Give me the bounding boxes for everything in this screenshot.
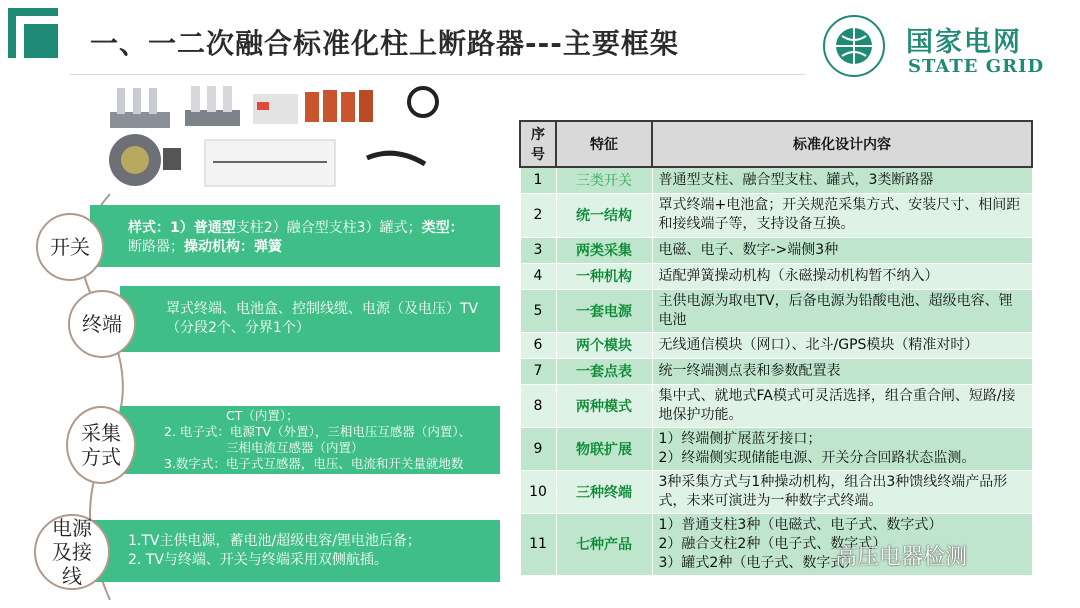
switch-style-label: 样式：1）普通型 — [128, 220, 236, 236]
table-row — [520, 384, 1032, 427]
section-switch-label: 开关 — [36, 213, 104, 281]
row-description: 3种采集方式与1种操动机构，组合出3种馈线终端产品形式，未来可演进为一种数字式终端。 — [652, 470, 1032, 513]
row-feature: 两种模式 — [556, 384, 652, 427]
table-row — [520, 470, 1032, 513]
row-description: 适配弹簧操动机构（永磁操动机构暂不纳入） — [652, 263, 1032, 289]
table-row — [520, 289, 1032, 332]
table-header-row — [520, 121, 1032, 167]
header-no: 序号 — [520, 121, 556, 167]
row-number: 9 — [520, 427, 556, 470]
table-row — [520, 167, 1032, 193]
row-number: 10 — [520, 470, 556, 513]
section-power-bar — [90, 520, 500, 582]
table-row — [520, 358, 1032, 384]
table-row — [520, 237, 1032, 263]
brand-name-en: STATE GRID — [908, 56, 1045, 77]
switch-mechanism: 操动机构：弹簧 — [184, 239, 282, 255]
header-feature: 特征 — [556, 121, 652, 167]
row-feature: 一种机构 — [556, 263, 652, 289]
row-feature: 一套电源 — [556, 289, 652, 332]
row-description: 无线通信模块（网口）、北斗/GPS模块（精准对时） — [652, 332, 1032, 358]
switch-type-value: 断路器； — [128, 239, 184, 255]
row-description: 罩式终端+电池盒；开关规范采集方式、安装尺寸、相间距和接线端子等，支持设备互换。 — [652, 193, 1032, 237]
row-number: 4 — [520, 263, 556, 289]
switch-style-value: 支柱2）融合型支柱3）罐式； — [235, 220, 422, 236]
row-number: 2 — [520, 193, 556, 237]
section-acquisition-label: 采集方式 — [66, 406, 136, 484]
section-power-label: 电源及接线 — [34, 514, 110, 590]
acq-line-1: CT（内置）； — [226, 408, 299, 423]
corner-logo-icon — [6, 6, 60, 60]
watermark: 高压电器检测 — [835, 545, 968, 570]
row-description: 电磁、电子、数字->端侧3种 — [652, 237, 1032, 263]
row-number: 6 — [520, 332, 556, 358]
acq-line-3: 三相电流互感器（内置） — [226, 440, 364, 455]
row-feature: 两个模块 — [556, 332, 652, 358]
row-feature: 一套点表 — [556, 358, 652, 384]
terminal-text: 罩式终端、电池盒、控制线缆、电源（及电压）TV（分段2个、分界1个） — [166, 301, 479, 336]
power-line-2: 2. TV与终端、开关与终端采用双侧航插。 — [128, 552, 388, 568]
row-number: 1 — [520, 167, 556, 193]
acq-line-2: 2. 电子式：电源TV（外置），三相电压互感器（内置）、 — [164, 424, 472, 439]
row-feature: 物联扩展 — [556, 427, 652, 470]
title-divider — [70, 74, 805, 75]
product-photos — [105, 82, 455, 192]
row-feature: 三种终端 — [556, 470, 652, 513]
state-grid-emblem-icon — [822, 14, 886, 78]
header-content: 标准化设计内容 — [652, 121, 1032, 167]
table-row — [520, 332, 1032, 358]
row-number: 11 — [520, 513, 556, 575]
row-description: 1）终端侧扩展蓝牙接口； 2）终端侧实现储能电源、开关分合回路状态监测。 — [652, 427, 1032, 470]
row-description: 普通型支柱、融合型支柱、罐式，3类断路器 — [652, 167, 1032, 193]
row-feature: 三类开关 — [556, 167, 652, 193]
row-feature: 两类采集 — [556, 237, 652, 263]
row-number: 8 — [520, 384, 556, 427]
feature-table — [519, 120, 1033, 576]
power-line-1: 1.TV主供电源，蓄电池/超级电容/锂电池后备； — [128, 533, 421, 549]
section-terminal-bar — [120, 286, 500, 352]
page-title: 一、一二次融合标准化柱上断路器---主要框架 — [90, 27, 679, 60]
acq-line-4: 3.数字式：电子式互感器，电压、电流和开关量就地数 — [164, 456, 464, 471]
row-description: 统一终端测点表和参数配置表 — [652, 358, 1032, 384]
row-description: 1）普通支柱3种（电磁式、电子式、数字式） 2）融合支柱2种（电子式、数字式） 3）罐式2种（电子式、数字式） — [652, 513, 1032, 575]
row-description: 主供电源为取电TV，后备电源为铅酸电池、超级电容、锂电池 — [652, 289, 1032, 332]
row-feature: 七种产品 — [556, 513, 652, 575]
row-feature: 统一结构 — [556, 193, 652, 237]
row-number: 7 — [520, 358, 556, 384]
section-switch-bar — [90, 205, 500, 267]
table-row — [520, 193, 1032, 237]
section-acquisition-bar — [120, 406, 500, 474]
row-description: 集中式、就地式FA模式可灵活选择，组合重合闸、短路/接地保护功能。 — [652, 384, 1032, 427]
row-number: 5 — [520, 289, 556, 332]
table-row — [520, 427, 1032, 470]
table-row — [520, 263, 1032, 289]
brand-name-cn: 国家电网 — [906, 27, 1022, 58]
switch-type-label: 类型： — [421, 220, 464, 236]
row-number: 3 — [520, 237, 556, 263]
section-terminal-label: 终端 — [68, 290, 136, 358]
state-grid-logo — [822, 10, 1072, 76]
